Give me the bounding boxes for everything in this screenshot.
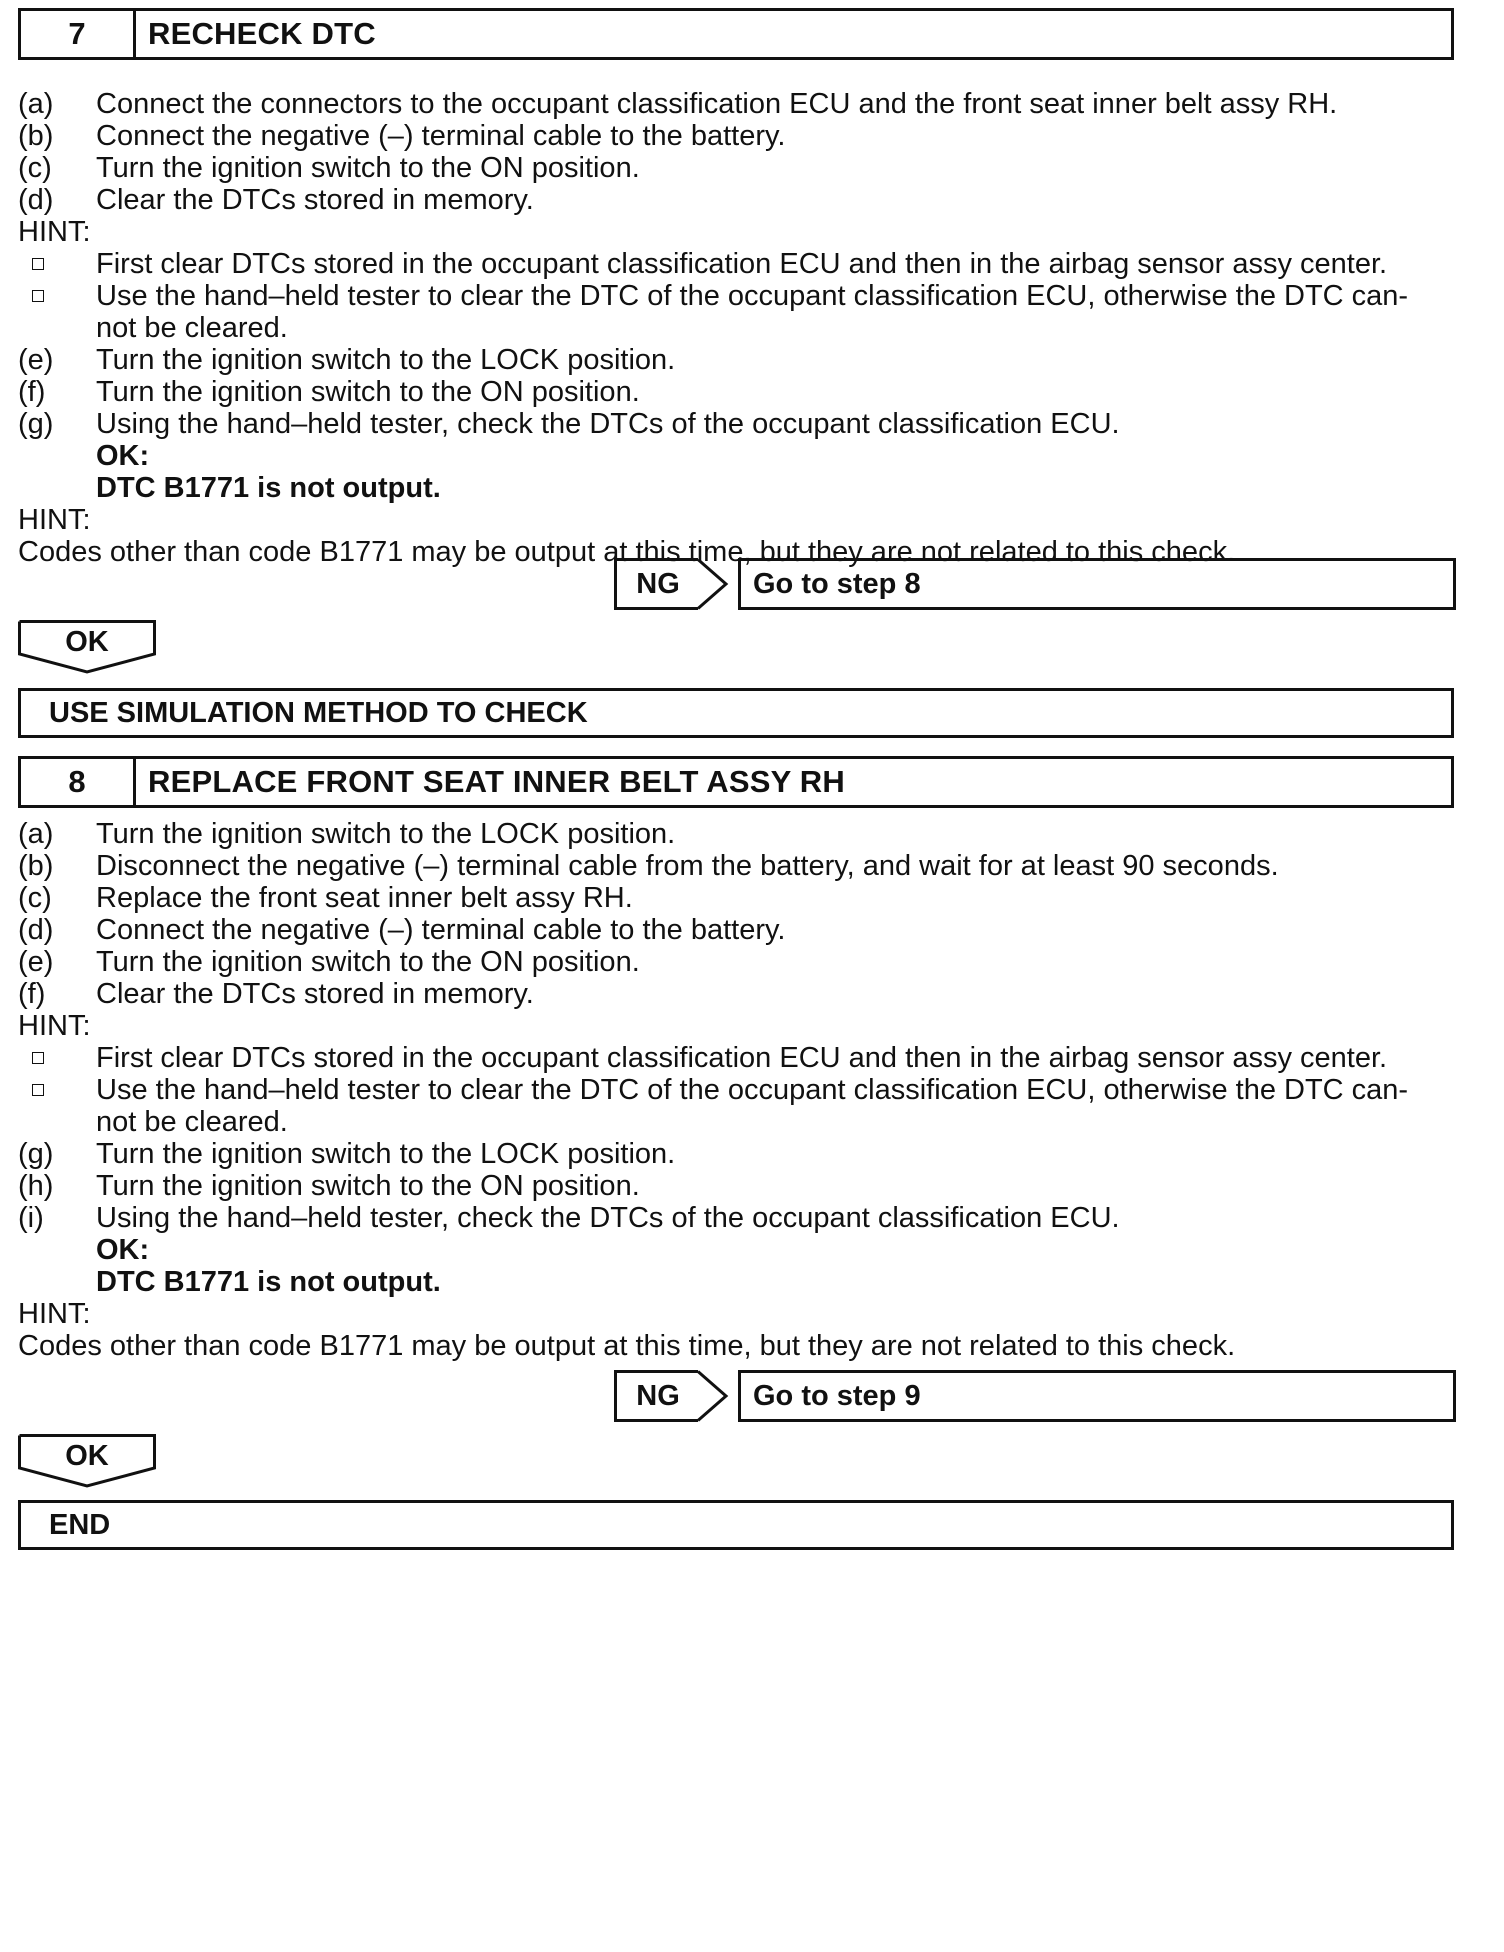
item-text: Connect the negative (–) terminal cable to the battery.	[96, 914, 786, 946]
hint-text: Codes other than code B1771 may be output at this time, but they are not related to this check.	[18, 1330, 1236, 1362]
step-number: 7	[21, 11, 136, 57]
item-label: (e)	[18, 344, 54, 376]
hint-text: Use the hand–held tester to clear the DTC of the occupant classification ECU, otherwise the DTC can-	[96, 1074, 1409, 1106]
hint-label: HINT:	[18, 1010, 91, 1042]
item-label: (h)	[18, 1170, 54, 1202]
ng-goto-box: Go to step 8	[738, 558, 1456, 610]
step-8-header	[18, 756, 1454, 808]
hint-text: First clear DTCs stored in the occupant classification ECU and then in the airbag sensor assy center.	[96, 248, 1388, 280]
item-text: Replace the front seat inner belt assy RH.	[96, 882, 633, 914]
hint-label: HINT:	[18, 216, 91, 248]
ok-label: OK:	[96, 440, 150, 472]
step-number: 8	[21, 759, 136, 805]
item-label: (a)	[18, 88, 54, 120]
item-text: Connect the negative (–) terminal cable to the battery.	[96, 120, 786, 152]
item-text: Turn the ignition switch to the LOCK position.	[96, 344, 676, 376]
item-label: (d)	[18, 184, 54, 216]
ok-branch	[18, 620, 156, 676]
item-text: Turn the ignition switch to the ON position.	[96, 376, 640, 408]
item-label: (g)	[18, 408, 54, 440]
ok-branch	[18, 1434, 156, 1490]
item-label: (g)	[18, 1138, 54, 1170]
ok-arrow-label: OK	[65, 1440, 109, 1472]
hint-text: not be cleared.	[96, 312, 288, 344]
result-box: END	[18, 1500, 1454, 1550]
step-title: REPLACE FRONT SEAT INNER BELT ASSY RH	[148, 764, 845, 799]
checkbox-bullet-icon	[32, 1052, 44, 1064]
ok-label: OK:	[96, 1234, 150, 1266]
item-label: (b)	[18, 850, 54, 882]
item-label: (e)	[18, 946, 54, 978]
hint-note	[18, 1326, 1458, 1366]
item-text: Turn the ignition switch to the LOCK position.	[96, 1138, 676, 1170]
item-text: Turn the ignition switch to the ON position.	[96, 1170, 640, 1202]
item-text: Clear the DTCs stored in memory.	[96, 184, 534, 216]
item-text: Disconnect the negative (–) terminal cable from the battery, and wait for at least 90 seconds.	[96, 850, 1279, 882]
ok-result: DTC B1771 is not output.	[96, 472, 441, 504]
item-label: (f)	[18, 376, 46, 408]
ng-label: NG	[636, 1380, 680, 1412]
hint-label: HINT:	[18, 504, 91, 536]
item-text: Using the hand–held tester, check the DTCs of the occupant classification ECU.	[96, 408, 1120, 440]
ng-label: NG	[636, 568, 680, 600]
item-label: (f)	[18, 978, 46, 1010]
ng-goto-box: Go to step 9	[738, 1370, 1456, 1422]
hint-label: HINT:	[18, 1298, 91, 1330]
ok-result: DTC B1771 is not output.	[96, 1266, 441, 1298]
ok-arrow-label: OK	[65, 626, 109, 658]
item-text: Turn the ignition switch to the ON position.	[96, 152, 640, 184]
checkbox-bullet-icon	[32, 290, 44, 302]
ng-branch	[614, 1370, 1456, 1422]
item-text: Using the hand–held tester, check the DTCs of the occupant classification ECU.	[96, 1202, 1120, 1234]
item-label: (c)	[18, 882, 52, 914]
item-text: Turn the ignition switch to the LOCK position.	[96, 818, 676, 850]
hint-text: not be cleared.	[96, 1106, 288, 1138]
checkbox-bullet-icon	[32, 258, 44, 270]
step-7-header	[18, 8, 1454, 60]
item-text: Turn the ignition switch to the ON position.	[96, 946, 640, 978]
item-text: Clear the DTCs stored in memory.	[96, 978, 534, 1010]
item-label: (c)	[18, 152, 52, 184]
result-box: USE SIMULATION METHOD TO CHECK	[18, 688, 1454, 738]
item-label: (d)	[18, 914, 54, 946]
ng-branch	[614, 558, 1456, 610]
hint-text: Use the hand–held tester to clear the DTC of the occupant classification ECU, otherwise the DTC can-	[96, 280, 1409, 312]
item-label: (b)	[18, 120, 54, 152]
item-label: (i)	[18, 1202, 44, 1234]
item-label: (a)	[18, 818, 54, 850]
hint-text: First clear DTCs stored in the occupant classification ECU and then in the airbag sensor assy center.	[96, 1042, 1388, 1074]
checkbox-bullet-icon	[32, 1084, 44, 1096]
hint-text: Codes other than code B1771 may be output at this time, but they are not related to this check.	[18, 536, 1236, 568]
item-text: Connect the connectors to the occupant classification ECU and the front seat inner belt assy RH.	[96, 88, 1338, 120]
step-title: RECHECK DTC	[148, 16, 376, 51]
